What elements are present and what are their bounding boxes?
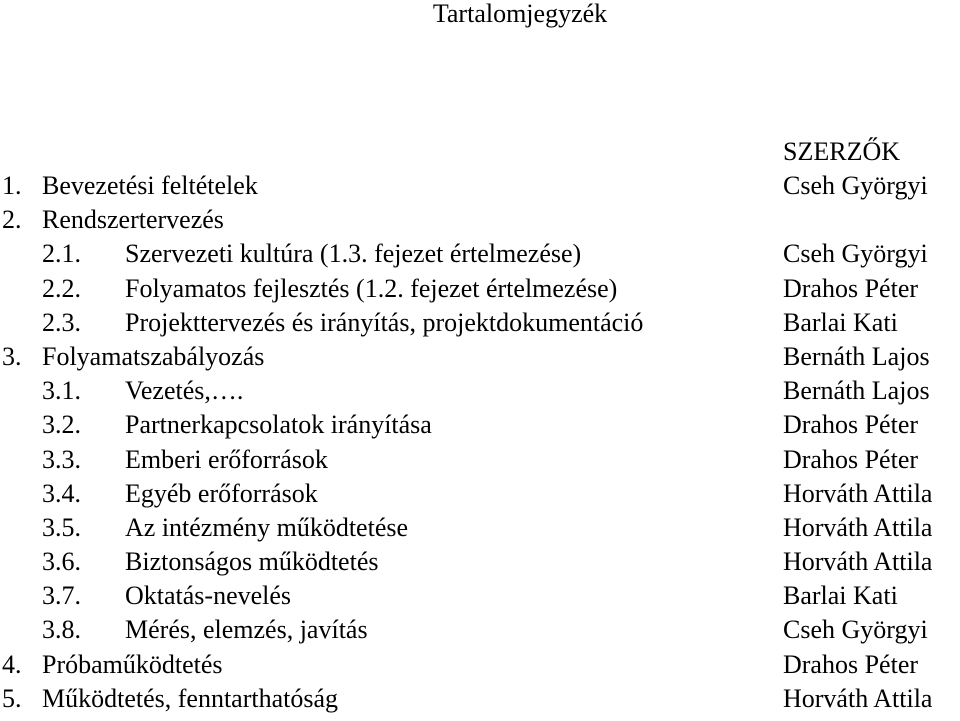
toc-row bbox=[0, 170, 960, 204]
toc-author: Drahos Péter bbox=[783, 273, 919, 303]
toc-label: Projekttervezés és irányítás, projektdokumentáció bbox=[125, 307, 644, 337]
toc-number: 3.6. bbox=[42, 547, 81, 577]
toc-row bbox=[0, 238, 960, 272]
toc-row bbox=[0, 273, 960, 307]
toc-row bbox=[0, 307, 960, 341]
toc-number: 3. bbox=[2, 341, 22, 371]
toc-number: 4. bbox=[2, 649, 22, 679]
toc-label: Folyamatszabályozás bbox=[42, 341, 265, 371]
toc-row bbox=[0, 409, 960, 443]
toc-label: Szervezeti kultúra (1.3. fejezet értelmezése) bbox=[125, 239, 582, 269]
toc-row bbox=[0, 444, 960, 478]
page-title: Tartalomjegyzék bbox=[432, 0, 608, 28]
toc-row bbox=[0, 580, 960, 614]
toc-number: 2. bbox=[2, 205, 22, 235]
toc-number: 3.2. bbox=[42, 410, 81, 440]
toc-row bbox=[0, 614, 960, 648]
toc-label: Egyéb erőforrások bbox=[125, 478, 318, 508]
toc-number: 2.1. bbox=[42, 239, 81, 269]
toc-author: Horváth Attila bbox=[783, 547, 933, 577]
toc-row bbox=[0, 512, 960, 546]
toc-row bbox=[0, 341, 960, 375]
toc-author: Drahos Péter bbox=[783, 649, 919, 679]
table-of-contents bbox=[0, 170, 960, 717]
toc-author: Barlai Kati bbox=[783, 307, 898, 337]
toc-number: 3.4. bbox=[42, 478, 81, 508]
toc-label: Próbaműködtetés bbox=[42, 649, 223, 679]
toc-row bbox=[0, 204, 960, 238]
toc-author: Drahos Péter bbox=[783, 410, 919, 440]
toc-label: Folyamatos fejlesztés (1.2. fejezet értelmezése) bbox=[125, 273, 618, 303]
toc-number: 3.1. bbox=[42, 376, 81, 406]
toc-row bbox=[0, 375, 960, 409]
toc-number: 3.3. bbox=[42, 444, 81, 474]
toc-number: 3.7. bbox=[42, 581, 81, 611]
toc-author: Cseh Györgyi bbox=[783, 239, 928, 269]
toc-row bbox=[0, 478, 960, 512]
toc-row bbox=[0, 683, 960, 717]
toc-number: 2.2. bbox=[42, 273, 81, 303]
toc-row bbox=[0, 649, 960, 683]
toc-row bbox=[0, 546, 960, 580]
toc-label: Oktatás-nevelés bbox=[125, 581, 292, 611]
toc-author: Bernáth Lajos bbox=[783, 376, 930, 406]
toc-author: Bernáth Lajos bbox=[783, 341, 930, 371]
toc-label: Emberi erőforrások bbox=[125, 444, 328, 474]
toc-number: 1. bbox=[2, 171, 22, 200]
toc-label: Az intézmény működtetése bbox=[125, 512, 409, 542]
toc-author: Cseh Györgyi bbox=[783, 171, 928, 200]
toc-label: Működtetés, fenntarthatóság bbox=[42, 683, 339, 713]
authors-column-header: SZERZŐK bbox=[783, 137, 900, 166]
toc-label: Vezetés,…. bbox=[125, 376, 244, 406]
toc-author: Barlai Kati bbox=[783, 581, 898, 611]
toc-label: Partnerkapcsolatok irányítása bbox=[125, 410, 432, 440]
toc-author: Cseh Györgyi bbox=[783, 615, 928, 645]
toc-number: 3.5. bbox=[42, 512, 81, 542]
toc-author: Horváth Attila bbox=[783, 512, 933, 542]
toc-number: 2.3. bbox=[42, 307, 81, 337]
toc-number: 3.8. bbox=[42, 615, 81, 645]
toc-label: Mérés, elemzés, javítás bbox=[125, 615, 368, 645]
toc-author: Horváth Attila bbox=[783, 683, 933, 713]
toc-number: 5. bbox=[2, 683, 22, 713]
toc-label: Bevezetési feltételek bbox=[42, 171, 258, 200]
toc-label: Biztonságos működtetés bbox=[125, 547, 379, 577]
toc-label: Rendszertervezés bbox=[42, 205, 224, 235]
toc-author: Horváth Attila bbox=[783, 478, 933, 508]
toc-author: Drahos Péter bbox=[783, 444, 919, 474]
